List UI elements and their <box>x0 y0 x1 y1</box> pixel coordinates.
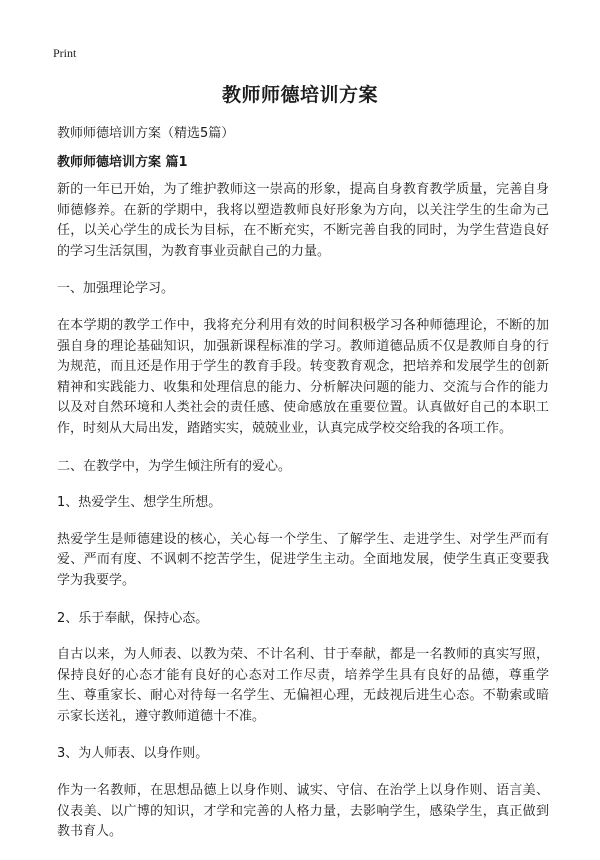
print-label: Print <box>53 46 77 60</box>
paragraph-love-students: 热爱学生是师德建设的核心，关心每一个学生、了解学生、走进学生、对学生严而有爱、严而有度、不讽刺不挖苦学生，促进学生主动。全面地发展，使学生真正变要我学为我要学。 <box>57 531 549 588</box>
paragraph-theory: 在本学期的教学工作中，我将充分利用有效的时间积极学习各种师德理论，不断的加强自身的理论基础知识，加强新课程标准的学习。教师道德品质不仅是教师自身的行为规范，而且还是作用于学生的教育手段。转变教育观念，把培养和发展学生的创新精神和实践能力、收集和处理信息的能力、分析解决问题的能力、交流与合作的能力以及对自然环境和人类社会的责任感、使命感放在重要位置。认真做好自己的本职工作，时刻从大局出发，踏踏实实，兢兢业业，认真完成学校交给我的各项工作。 <box>57 317 549 436</box>
document-body <box>57 180 549 860</box>
document-title: 教师师德培训方案 <box>221 84 378 106</box>
paragraph-heading-role-model: 3、为人师表、以身作则。 <box>57 746 209 762</box>
paragraph-intro: 新的一年已开始，为了维护教师这一崇高的形象，提高自身教育教学质量，完善自身师德修养。在新的学期中，我将以塑造教师良好形象为方向，以关注学生的生命为己任，以关心学生的成长为目标，在不断充实，不断完善自我的同时，为学生营造良好的学习生活氛围，为教育事业贡献自己的力量。 <box>57 182 549 259</box>
paragraph-heading-theory: 一、加强理论学习。 <box>57 281 175 297</box>
paragraph-dedication: 自古以来，为人师表、以教为荣、不计名利、甘于奉献，都是一名教师的真实写照，保持良好的心态才能有良好的心态对工作尽责，培养学生具有良好的品德，尊重学生、尊重家长、耐心对待每一名学生、无偏袒心理，无歧视后进生心态。不勒索或暗示家长送礼，遵守教师道德十不准。 <box>57 647 549 724</box>
paragraph-heading-love: 二、在教学中，为学生倾注所有的爱心。 <box>57 458 292 474</box>
paragraph-heading-love-students: 1、热爱学生、想学生所想。 <box>57 495 222 511</box>
section-heading: 教师师德培训方案 篇1 <box>57 155 188 170</box>
document-subtitle: 教师师德培训方案（精选5篇） <box>57 126 235 141</box>
paragraph-role-model: 作为一名教师，在思想品德上以身作则、诚实、守信、在治学上以身作则、语言美、仪表美、以广博的知识，才学和完善的人格力量，去影响学生，感染学生，真正做到教书育人。 <box>57 783 549 840</box>
paragraph-heading-dedication: 2、乐于奉献，保持心态。 <box>57 610 209 626</box>
